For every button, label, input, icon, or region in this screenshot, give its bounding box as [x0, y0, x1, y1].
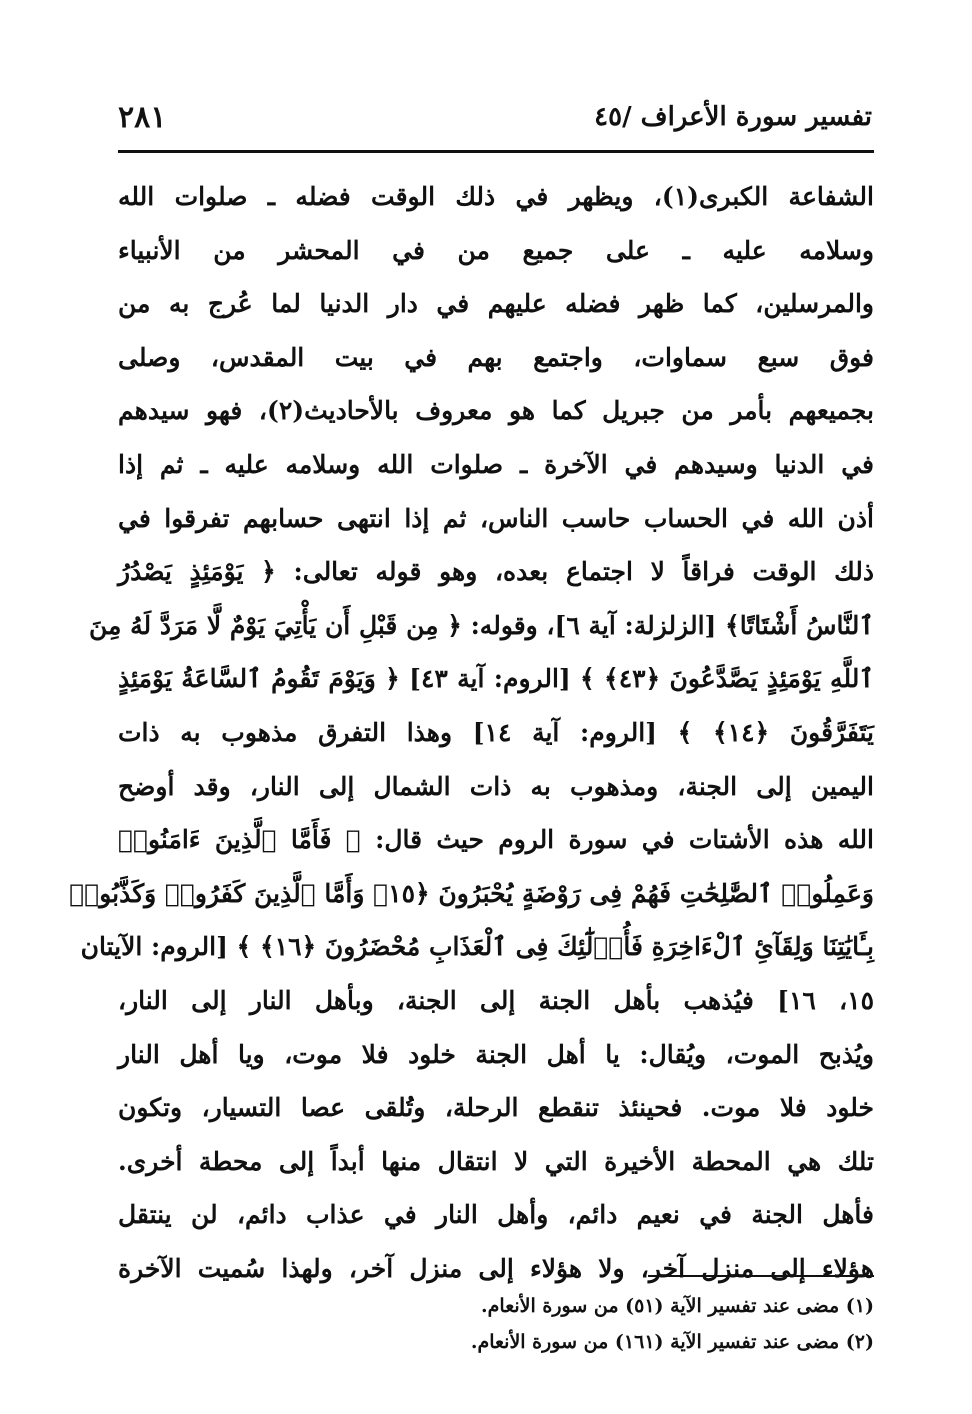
- text-line: والمرسلين، كما ظهر فضله عليهم في دار الدنيا لما عُرج به من: [118, 289, 874, 319]
- text-line: الله هذه الأشتات في سورة الروم حيث قال: ﴿ فَأَمَّا ٱلَّذِينَ ءَامَنُوا۟: [118, 825, 874, 855]
- quran-line: يَتَفَرَّقُونَ ﴿١٤﴾ ﴾ [الروم: آية ١٤] وهذا التفرق مذهوب به ذات: [118, 717, 874, 747]
- quran-line: وَعَمِلُوا۟ ٱلصَّٰلِحَٰتِ فَهُمْ فِى رَوْضَةٍ يُحْبَرُونَ ﴿١٥﴾ وَأَمَّا ٱلَّذِينَ كَفَرُوا۟ وَكَذَّبُوا۟: [69, 878, 874, 908]
- text-line: في الدنيا وسيدهم في الآخرة ـ صلوات الله وسلامه عليه ـ ثم إذا: [118, 449, 874, 479]
- text-line: أذن الله في الحساب حاسب الناس، ثم إذا انتهى حسابهم تفرقوا في: [118, 503, 874, 533]
- text-line: هؤلاء إلى منزل آخر، ولا هؤلاء إلى منزل آخر، ولهذا سُميت الآخرة: [118, 1253, 874, 1283]
- text-line: تلك هي المحطة الأخيرة التي لا انتقال منها أبداً إلى محطة أخرى.: [118, 1146, 874, 1176]
- text-line: فأهل الجنة في نعيم دائم، وأهل النار في عذاب دائم، لن ينتقل: [118, 1200, 874, 1230]
- text-line: ١٥، ١٦] فيُذهب بأهل الجنة إلى الجنة، وبأهل النار إلى النار،: [118, 985, 874, 1015]
- footnote-separator: [648, 1275, 874, 1277]
- quran-line: بِـَٔايَٰتِنَا وَلِقَآئِ ٱلْءَاخِرَةِ فَأُو۟لَٰٓئِكَ فِى ٱلْعَذَابِ مُحْضَرُونَ ﴿١٦﴾ ﴾ [الروم: الآيتان: [80, 932, 874, 962]
- running-header-title: تفسير سورة الأعراف /٤٥: [594, 102, 872, 132]
- quran-line: ٱللَّهِ يَوْمَئِذٍ يَصَّدَّعُونَ ﴿٤٣﴾ ﴾ [الروم: آية ٤٣] ﴿ وَيَوْمَ تَقُومُ ٱلسَّاعَةُ يَوْمَئِذٍ: [118, 664, 874, 694]
- page-number: ٢٨١: [118, 100, 167, 135]
- quran-line: ٱلنَّاسُ أَشْتَاتًا﴾ [الزلزلة: آية ٦]، وقوله: ﴿ مِن قَبْلِ أَن يَأْتِيَ يَوْمٌ لَّا مَرَدَّ لَهُ مِنَ: [88, 610, 874, 640]
- running-header: [118, 100, 872, 144]
- footnote-2: (٢) مضى عند تفسير الآية (١٦١) من سورة الأنعام.: [470, 1331, 874, 1353]
- footnote-1: (١) مضى عند تفسير الآية (٥١) من سورة الأنعام.: [481, 1295, 874, 1317]
- text-line: بجميعهم بأمر من جبريل كما هو معروف بالأحاديث(٢)، فهو سيدهم: [118, 396, 874, 426]
- footnotes: [118, 1288, 874, 1360]
- text-line: الشفاعة الكبرى(١)، ويظهر في ذلك الوقت فضله ـ صلوات الله: [118, 182, 874, 211]
- text-line: وسلامه عليه ـ على جميع من في المحشر من الأنبياء: [118, 235, 874, 265]
- text-line: ويُذبح الموت، ويُقال: يا أهل الجنة خلود فلا موت، ويا أهل النار: [118, 1039, 874, 1069]
- text-line: ذلك الوقت فراقاً لا اجتماع بعده، وهو قوله تعالى: ﴿ يَوْمَئِذٍ يَصْدُرُ: [118, 557, 874, 587]
- header-rule: [118, 150, 874, 153]
- body-text: [69, 170, 874, 1295]
- text-line: فوق سبع سماوات، واجتمع بهم في بيت المقدس، وصلى: [118, 342, 874, 372]
- text-line: خلود فلا موت. فحينئذ تنقطع الرحلة، وتُلقى عصا التسيار، وتكون: [118, 1093, 874, 1123]
- text-line: اليمين إلى الجنة، ومذهوب به ذات الشمال إلى النار، وقد أوضح: [118, 771, 874, 801]
